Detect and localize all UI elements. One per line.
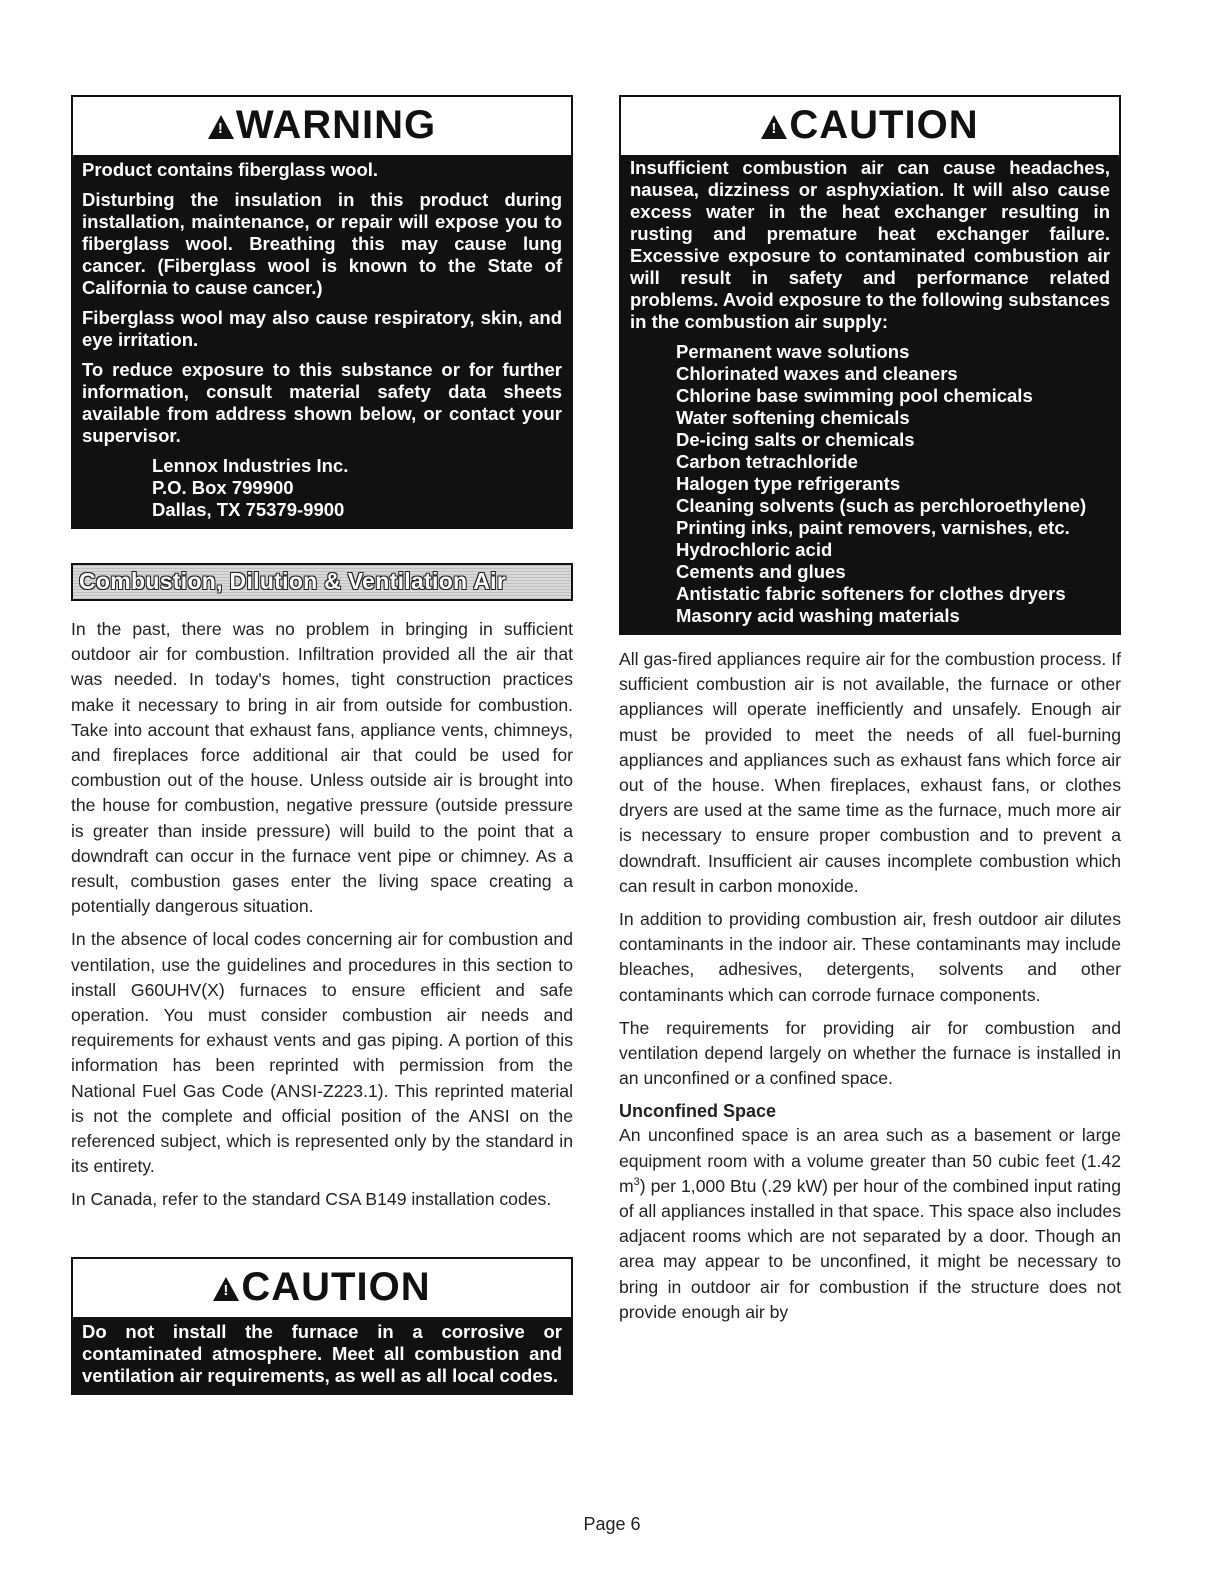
list-item: Permanent wave solutions [676,341,910,362]
caution-title: !CAUTION [621,97,1119,155]
list-item: Carbon tetrachloride [676,451,858,472]
warning-title: !WARNING [73,97,571,155]
caution-box-top [619,95,1121,635]
list-item: Cleaning solvents (such as perchloroethylene) [676,495,1087,516]
warning-address [82,455,562,521]
warning-triangle-icon [208,115,234,139]
list-item: De-icing salts or chemicals [676,429,915,450]
body-paragraph: In Canada, refer to the standard CSA B149 installation codes. [71,1189,552,1210]
left-column [71,95,573,1395]
caution-title: !CAUTION [73,1259,571,1317]
caution-triangle-icon [761,115,787,139]
address-line: P.O. Box 799900 [152,477,294,498]
address-line: Dallas, TX 75379-9900 [152,499,345,520]
warning-body [73,155,571,527]
list-item: Hydrochloric acid [676,539,833,560]
warning-box [71,95,573,529]
warning-paragraph: Disturbing the insulation in this product during installation, maintenance, or repair will expose you to fiberglass wool. Breathing this may cause lung cancer. (Fiberglass wool is known to the State of California to cause cancer.) [82,189,562,298]
warning-paragraph: Fiberglass wool may also cause respiratory, skin, and eye irritation. [82,307,562,350]
caution-text: Insufficient combustion air can cause headaches, nausea, dizziness or asphyxiation. It will also cause excess water in the heat exchanger resulting in rusting and premature heat exchanger failure. Excessive exposure to contaminated combustion air will result in safety and performance related problems. Avoid exposure to the following substances in the combustion air supply: [630,157,1110,332]
right-body [619,647,1121,1325]
caution-body [621,155,1119,633]
caution-body [73,1317,571,1393]
address-line: Lennox Industries Inc. [152,455,349,476]
section-heading: Combustion, Dilution & Ventilation Air [71,563,573,601]
list-item: Chlorinated waxes and cleaners [676,363,958,384]
list-item: Cements and glues [676,561,846,582]
body-paragraph: In the absence of local codes concerning air for combustion and ventilation, use the guidelines and procedures in this section to install G60UHV(X) furnaces to ensure efficient and safe operation. You must consider combustion air needs and requirements for exhaust vents and gas piping. A portion of this information has been reprinted with permission from the National Fuel Gas Code (ANSI-Z223.1). This reprinted material is not the complete and official position of the ANSI on the referenced subject, which is represented only by the standard in its entirety. [71,929,573,1177]
body-paragraph: An unconfined space is an area such as a basement or large equipment room with a volume greater than 50 cubic feet (1.42 $m^3$) per 1,000 Btu (.29 kW) per hour of the combined input rating of all appliances installed in that space. This space also includes adjacent rooms which are not separated by a door. Though an area may appear to be unconfined, it might be necessary to bring in outdoor air for combustion if the structure does not provide enough air by [619,1125,1121,1322]
list-item: Printing inks, paint removers, varnishes, etc. [676,517,1070,538]
body-paragraph: The requirements for providing air for combustion and ventilation depend largely on whether the furnace is installed in an unconfined or a confined space. [619,1017,1121,1089]
caution-text: Do not install the furnace in a corrosive or contaminated atmosphere. Meet all combustion and ventilation air requirements, as well as all local codes. [82,1320,562,1386]
list-item: Masonry acid washing materials [676,605,960,626]
substance-list [630,341,1110,627]
warning-paragraph: To reduce exposure to this substance or for further information, consult material safety data sheets available from address shown below, or contact your supervisor. [82,359,562,446]
warning-paragraph: Product contains fiberglass wool. [82,159,379,180]
right-column [619,95,1121,1333]
page-number: Page 6 [583,1514,641,1534]
body-paragraph: All gas-fired appliances require air for the combustion process. If sufficient combustion air is not available, the furnace or other appliances will operate inefficiently and unsafely. Enough air must be provided to meet the needs of all fuel-burning appliances and appliances such as exhaust fans which force air out of the house. When fireplaces, exhaust fans, or clothes dryers are used at the same time as the furnace, much more air is necessary to ensure proper combustion and to prevent a downdraft. Insufficient air causes incomplete combustion which can result in carbon monoxide. [619,649,1121,896]
list-item: Halogen type refrigerants [676,473,901,494]
subheading-unconfined-space: Unconfined Space [619,1101,777,1122]
body-paragraph: In addition to providing combustion air, fresh outdoor air dilutes contaminants in the indoor air. These contaminants may include bleaches, adhesives, detergents, solvents and other contaminants which can corrode furnace components. [619,909,1121,1005]
section-body [71,617,573,1213]
caution-triangle-icon [213,1277,239,1301]
list-item: Antistatic fabric softeners for clothes dryers [676,583,1066,604]
caution-box-bottom [71,1257,573,1395]
list-item: Water softening chemicals [676,407,910,428]
body-paragraph: In the past, there was no problem in bringing in sufficient outdoor air for combustion. Infiltration provided all the air that was needed. In today's homes, tight construction practices make it necessary to bring in air from outside for combustion. Take into account that exhaust fans, appliance vents, chimneys, and fireplaces force additional air that could be used for combustion out of the house. Unless outside air is brought into the house for combustion, negative pressure (outside pressure is greater than inside pressure) will build to the point that a downdraft can occur in the furnace vent pipe or chimney. As a result, combustion gases enter the living space creating a potentially dangerous situation. [71,619,573,917]
list-item: Chlorine base swimming pool chemicals [676,385,1033,406]
